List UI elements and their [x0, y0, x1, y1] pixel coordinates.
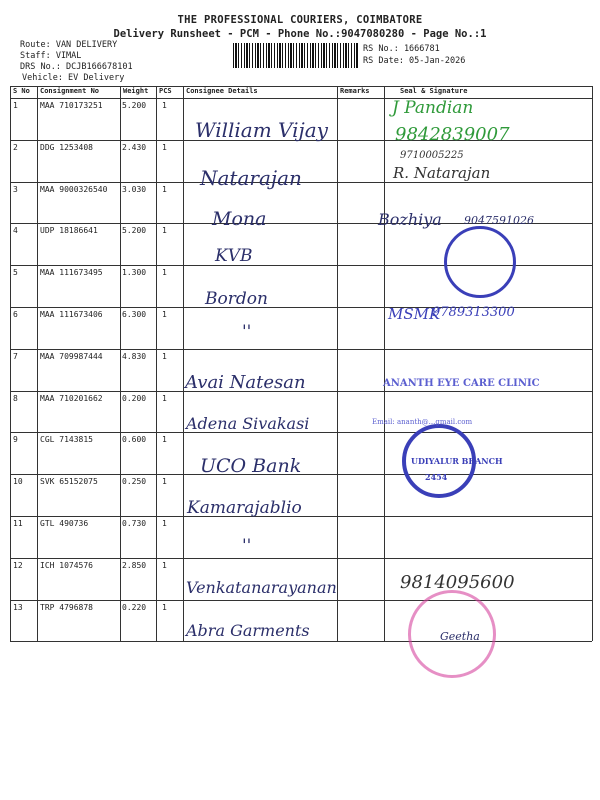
cell-sno: 1	[13, 101, 18, 110]
th-sno: S No	[13, 87, 30, 95]
th-weight: Weight	[123, 87, 149, 95]
cell-sno: 12	[13, 560, 23, 570]
sig-11: UDIYALUR BRANCH	[411, 456, 503, 466]
cell-cons: MAA 9000326540	[40, 184, 108, 194]
runsheet-subtitle: Delivery Runsheet - PCM - Phone No.:9047080280 - Page No.:1	[113, 28, 487, 40]
cell-cons: MAA 111673495	[40, 268, 103, 278]
cell-pcs: 1	[162, 268, 167, 278]
th-consignee: Consignee Details	[186, 87, 258, 95]
cell-weight: 1.300	[122, 268, 147, 278]
consignee-hand-9: Adena Sivakasi	[186, 414, 310, 433]
sig-8: 9789313300	[432, 305, 515, 320]
cell-pcs: 1	[162, 393, 167, 403]
cell-pcs: 1	[162, 351, 167, 361]
sig-4: R. Natarajan	[393, 164, 491, 182]
row-line	[10, 98, 592, 99]
cell-sno: 3	[13, 184, 18, 194]
sig-3: 9710005225	[400, 150, 464, 161]
cell-pcs: 1	[162, 435, 167, 445]
th-remarks: Remarks	[340, 87, 370, 95]
cell-weight: 5.200	[122, 226, 147, 236]
cell-pcs: 1	[162, 101, 167, 110]
sig-7: MSMK	[388, 305, 441, 323]
th-consignment: Consignment No	[40, 87, 100, 95]
cell-sno: 10	[13, 477, 23, 487]
cell-sno: 9	[13, 435, 18, 445]
th-pcs: PCS	[159, 87, 172, 95]
cell-weight: 3.030	[122, 184, 147, 194]
cell-pcs: 1	[162, 477, 167, 487]
cell-weight: 6.300	[122, 310, 147, 319]
cell-cons: TRP 4796878	[40, 602, 93, 612]
sig-1: J Pandian	[392, 98, 474, 118]
consignee-hand-2: Natarajan	[200, 166, 302, 190]
cell-weight: 0.200	[122, 393, 147, 403]
cell-cons: MAA 111673406	[40, 310, 103, 319]
sig-13: 9814095600	[400, 572, 515, 593]
consignee-hand-12: ''	[242, 536, 252, 556]
consignee-hand-5: Bordon	[205, 289, 268, 309]
sig-2: 9842839007	[395, 124, 510, 145]
cell-weight: 5.200	[122, 101, 147, 110]
kvb-stamp	[444, 226, 516, 298]
sig-6: 9047591026	[464, 214, 534, 227]
cell-cons: MAA 710173251	[40, 101, 103, 110]
cell-weight: 0.250	[122, 477, 147, 487]
drs-no: DRS No.: DCJB166678101	[20, 62, 133, 72]
consignee-hand-11: Kamarajablio	[187, 498, 302, 518]
cell-pcs: 1	[162, 184, 167, 194]
row-line	[10, 349, 592, 350]
cell-pcs: 1	[162, 310, 167, 319]
sig-10: Email: ananth@...gmail.com	[372, 418, 473, 426]
cell-cons: SVK 65152075	[40, 477, 98, 487]
row-line	[10, 86, 592, 87]
staff: Staff: VIMAL	[20, 51, 82, 61]
cell-weight: 2.430	[122, 142, 147, 152]
cell-cons: MAA 709987444	[40, 351, 103, 361]
consignee-hand-13: Venkatanarayanan	[186, 578, 337, 597]
rs-date: RS Date: 05-Jan-2026	[363, 56, 466, 66]
sig-9: ANANTH EYE CARE CLINIC	[383, 378, 540, 389]
consignee-hand-1: William Vijay	[195, 118, 328, 142]
consignee-hand-4: KVB	[215, 246, 253, 266]
th-seal: Seal & Signature	[400, 87, 468, 95]
cell-cons: GTL 490736	[40, 519, 89, 528]
cell-cons: ICH 1074576	[40, 560, 93, 570]
cell-cons: DDG 1253408	[40, 142, 93, 152]
cell-cons: UDP 18186641	[40, 226, 98, 236]
cell-sno: 4	[13, 226, 18, 236]
consignee-hand-6: ''	[242, 322, 252, 342]
cell-cons: CGL 7143815	[40, 435, 93, 445]
consignee-hand-3: Mona	[212, 208, 267, 230]
cell-pcs: 1	[162, 602, 167, 612]
cell-pcs: 1	[162, 519, 167, 528]
cell-cons: MAA 710201662	[40, 393, 103, 403]
sig-5: Bozhiya	[378, 210, 442, 229]
cell-weight: 0.730	[122, 519, 147, 528]
company-title: THE PROFESSIONAL COURIERS, COIMBATORE	[177, 14, 423, 26]
consignee-hand-extra: Abra Garments	[186, 621, 310, 640]
cell-weight: 0.220	[122, 602, 147, 612]
consignee-hand-8: Avai Natesan	[185, 372, 306, 393]
cell-sno: 13	[13, 602, 23, 612]
sig-12: 2454	[425, 472, 448, 482]
row-line	[10, 641, 592, 642]
route: Route: VAN DELIVERY	[20, 40, 118, 50]
cell-pcs: 1	[162, 142, 167, 152]
row-line	[10, 600, 592, 601]
cell-sno: 5	[13, 268, 18, 278]
cell-pcs: 1	[162, 560, 167, 570]
barcode	[233, 43, 359, 68]
consignee-hand-10: UCO Bank	[200, 455, 302, 477]
sig-14: Geetha	[440, 630, 480, 643]
cell-weight: 2.850	[122, 560, 147, 570]
vehicle: Vehicle: EV Delivery	[22, 73, 125, 83]
cell-sno: 6	[13, 310, 18, 319]
cell-weight: 0.600	[122, 435, 147, 445]
rs-no: RS No.: 1666781	[363, 44, 440, 54]
cell-sno: 7	[13, 351, 18, 361]
col-line	[592, 86, 593, 641]
cell-sno: 2	[13, 142, 18, 152]
cell-weight: 4.830	[122, 351, 147, 361]
cell-sno: 8	[13, 393, 18, 403]
cell-sno: 11	[13, 519, 23, 528]
row-line	[10, 558, 592, 559]
cell-pcs: 1	[162, 226, 167, 236]
